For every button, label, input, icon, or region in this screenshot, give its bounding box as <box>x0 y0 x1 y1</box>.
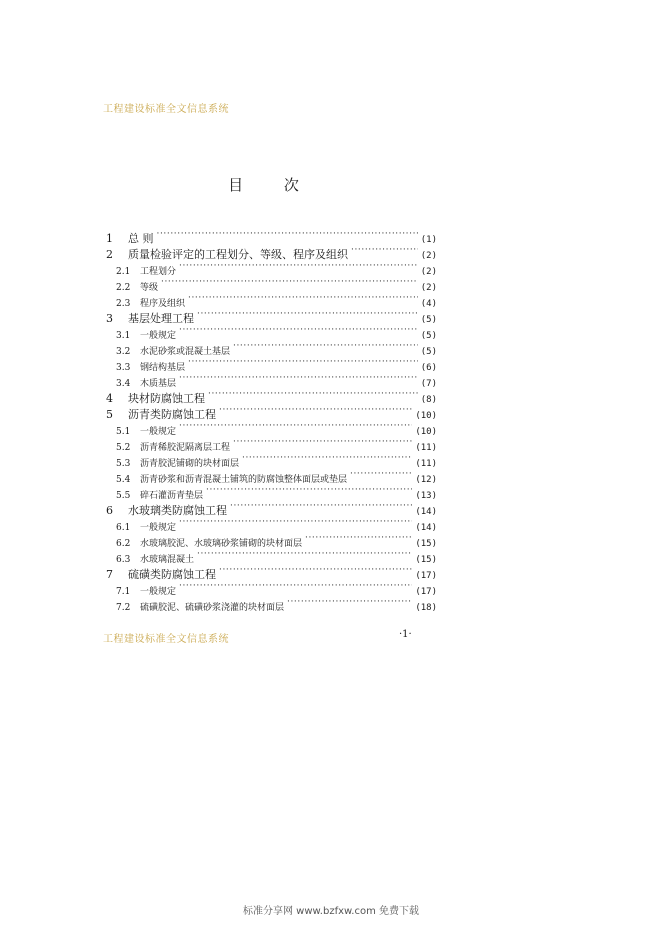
toc-entry-page: (2) <box>420 283 437 293</box>
toc-entry-page: (11) <box>415 459 437 469</box>
toc-entry-label: 质量检验评定的工程划分、等级、程序及组织 <box>128 248 348 261</box>
toc-leader-dots <box>179 578 412 594</box>
toc-entry[interactable] <box>106 466 437 485</box>
toc-entry-label: 水玻璃类防腐蚀工程 <box>128 504 227 517</box>
toc-entry-page: (11) <box>415 443 437 453</box>
toc-entry-label: 等级 <box>140 283 159 293</box>
toc-entry[interactable] <box>106 514 437 533</box>
toc-entry-page: (10) <box>415 427 437 437</box>
toc-entry-label: 水玻璃混凝土 <box>140 555 195 565</box>
toc-leader-dots <box>157 226 418 242</box>
toc-entry-number: 7 <box>106 568 113 581</box>
toc-entry-page: (12) <box>415 475 437 485</box>
toc-entry[interactable] <box>106 546 437 565</box>
toc-entry-label: 工程划分 <box>140 267 177 277</box>
toc-entry-number: 1 <box>106 232 113 245</box>
toc-entry[interactable] <box>106 274 437 293</box>
toc-entry-label: 一般规定 <box>140 427 177 437</box>
toc-entry[interactable] <box>106 354 437 373</box>
toc-entry-number: 5.3 <box>116 459 131 469</box>
toc-leader-dots <box>242 450 412 466</box>
toc-entry-page: (10) <box>415 411 437 421</box>
toc-entry-label: 沥青砂浆和沥青混凝土铺筑的防腐蚀整体面层或垫层 <box>140 475 348 485</box>
toc-entry[interactable] <box>106 530 437 549</box>
toc-entry-label: 块材防腐蚀工程 <box>128 392 205 405</box>
watermark-top: 工程建设标准全文信息系统 <box>103 104 229 115</box>
toc-entry-label: 水泥砂浆或混凝土基层 <box>140 347 231 357</box>
toc-entry[interactable] <box>106 386 437 405</box>
toc-leader-dots <box>351 242 418 258</box>
toc-entry-label: 硫磺类防腐蚀工程 <box>128 568 216 581</box>
toc-entry-page: (5) <box>420 347 437 357</box>
toc-entry-number: 7.2 <box>116 603 131 613</box>
toc-entry-number: 5.1 <box>116 427 131 437</box>
toc-entry-label: 木质基层 <box>140 379 177 389</box>
watermark-bottom: 工程建设标准全文信息系统 <box>103 634 229 645</box>
toc-entry-page: (17) <box>415 587 437 597</box>
toc-entry-number: 6.3 <box>116 555 131 565</box>
toc-entry-number: 2.1 <box>116 267 131 277</box>
toc-entry[interactable] <box>106 370 437 389</box>
toc-entry[interactable] <box>106 258 437 277</box>
toc-leader-dots <box>230 498 412 514</box>
toc-entry-label: 基层处理工程 <box>128 312 194 325</box>
toc-entry-number: 3.3 <box>116 363 131 373</box>
toc-entry-number: 6.2 <box>116 539 131 549</box>
toc-entry-page: (4) <box>420 299 437 309</box>
toc-entry-number: 7.1 <box>116 587 131 597</box>
toc-entry[interactable] <box>106 450 437 469</box>
toc-leader-dots <box>219 402 412 418</box>
toc-entry[interactable] <box>106 322 437 341</box>
toc-leader-dots <box>161 274 418 290</box>
toc-entry-number: 3.2 <box>116 347 131 357</box>
toc-leader-dots <box>179 258 418 274</box>
toc-entry-page: (14) <box>415 507 437 517</box>
toc-leader-dots <box>233 338 418 354</box>
toc-entry[interactable] <box>106 498 437 517</box>
toc-entry-page: (5) <box>420 315 437 325</box>
toc-entry-page: (5) <box>420 331 437 341</box>
toc-leader-dots <box>179 370 418 386</box>
page-title: 目 次 <box>228 176 317 194</box>
toc-entry-number: 5.5 <box>116 491 131 501</box>
toc-leader-dots <box>179 418 412 434</box>
toc-entry-page: (18) <box>415 603 437 613</box>
toc-entry[interactable] <box>106 578 437 597</box>
toc-entry-number: 3.1 <box>116 331 131 341</box>
toc-leader-dots <box>233 434 412 450</box>
toc-entry[interactable] <box>106 338 437 357</box>
toc-entry[interactable] <box>106 418 437 437</box>
toc-entry-number: 3.4 <box>116 379 131 389</box>
toc-entry-label: 沥青稀胶泥隔离层工程 <box>140 443 231 453</box>
toc-entry-page: (14) <box>415 523 437 533</box>
toc-entry-number: 5.4 <box>116 475 131 485</box>
toc-entry-label: 一般规定 <box>140 331 177 341</box>
toc-entry-label: 水玻璃胶泥、水玻璃砂浆铺砌的块材面层 <box>140 539 303 549</box>
toc-entry[interactable] <box>106 434 437 453</box>
toc-entry[interactable] <box>106 226 437 245</box>
toc-entry-number: 2 <box>106 248 113 261</box>
toc-entry-label: 程序及组织 <box>140 299 186 309</box>
toc-entry-label: 一般规定 <box>140 587 177 597</box>
toc-entry-page: (15) <box>415 555 437 565</box>
toc-entry-page: (1) <box>420 235 437 245</box>
toc-entry-number: 5.2 <box>116 443 131 453</box>
toc-entry[interactable] <box>106 290 437 309</box>
toc-leader-dots <box>305 530 412 546</box>
footer-text: 标准分享网 www.bzfxw.com 免费下载 <box>243 906 419 917</box>
toc-entry-number: 6.1 <box>116 523 131 533</box>
toc-entry[interactable] <box>106 594 437 613</box>
toc-entry-label: 碎石灌沥青垫层 <box>140 491 204 501</box>
toc-entry-label: 沥青胶泥铺砌的块材面层 <box>140 459 240 469</box>
toc-entry[interactable] <box>106 402 437 421</box>
toc-leader-dots <box>197 546 412 562</box>
toc-entry-number: 3 <box>106 312 113 325</box>
toc-leader-dots <box>287 594 412 610</box>
toc-entry-number: 6 <box>106 504 113 517</box>
toc-leader-dots <box>188 354 418 370</box>
toc-leader-dots <box>179 322 418 338</box>
toc-leader-dots <box>188 290 418 306</box>
toc-leader-dots <box>179 514 412 530</box>
toc-entry-label: 沥青类防腐蚀工程 <box>128 408 216 421</box>
toc-entry-page: (2) <box>420 267 437 277</box>
toc-entry-page: (15) <box>415 539 437 549</box>
toc-entry[interactable] <box>106 562 437 581</box>
toc-entry-page: (2) <box>420 251 437 261</box>
toc-entry[interactable] <box>106 306 437 325</box>
toc-entry-page: (13) <box>415 491 437 501</box>
toc-leader-dots <box>208 386 418 402</box>
table-of-contents <box>106 226 437 613</box>
toc-entry-number: 5 <box>106 408 113 421</box>
toc-entry[interactable] <box>106 242 437 261</box>
toc-leader-dots <box>350 466 412 482</box>
toc-entry-number: 4 <box>106 392 113 405</box>
toc-entry-label: 一般规定 <box>140 523 177 533</box>
toc-entry-label: 钢结构基层 <box>140 363 186 373</box>
toc-entry-number: 2.2 <box>116 283 131 293</box>
toc-entry-number: 2.3 <box>116 299 131 309</box>
toc-entry-label: 硫磺胶泥、硫磺砂浆浇灌的块材面层 <box>140 603 285 613</box>
toc-entry-page: (17) <box>415 571 437 581</box>
toc-leader-dots <box>197 306 418 322</box>
toc-entry[interactable] <box>106 482 437 501</box>
toc-entry-page: (8) <box>420 395 437 405</box>
toc-entry-page: (6) <box>420 363 437 373</box>
page-number: ·1· <box>399 629 412 640</box>
toc-entry-label: 总 则 <box>128 232 154 245</box>
toc-leader-dots <box>206 482 412 498</box>
toc-entry-page: (7) <box>420 379 437 389</box>
toc-leader-dots <box>219 562 412 578</box>
